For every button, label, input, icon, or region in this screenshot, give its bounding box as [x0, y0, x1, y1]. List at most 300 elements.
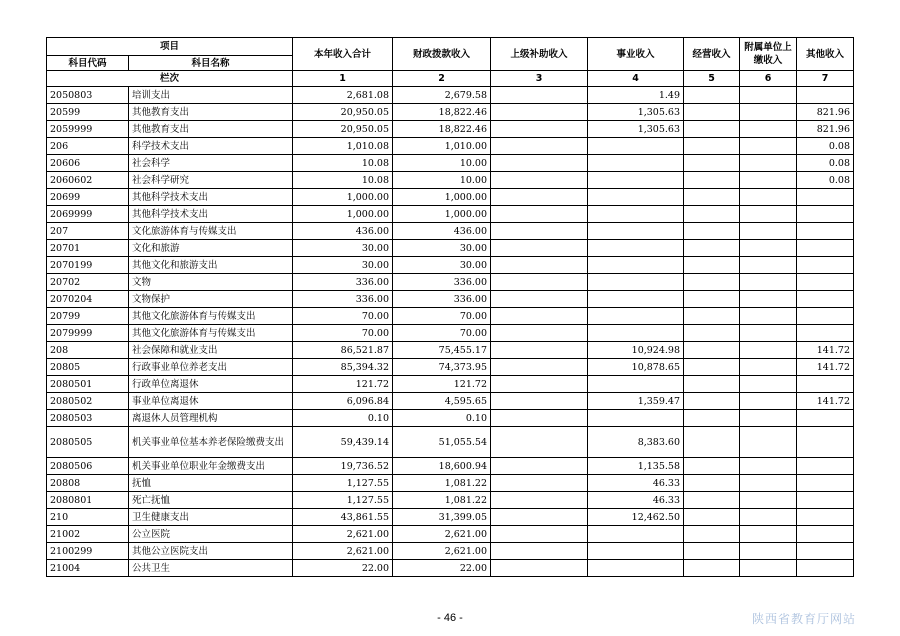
amount-cell: 46.33 [588, 492, 684, 509]
amount-cell: 1,081.22 [393, 475, 491, 492]
amount-cell [740, 393, 797, 410]
subject-code-cell: 2080506 [47, 458, 129, 475]
subject-code-cell: 20702 [47, 274, 129, 291]
amount-cell: 336.00 [393, 291, 491, 308]
subject-code-cell: 21004 [47, 560, 129, 577]
table-row [47, 509, 854, 526]
amount-cell: 10,878.65 [588, 359, 684, 376]
subject-name-cell: 培训支出 [129, 87, 293, 104]
amount-cell: 336.00 [393, 274, 491, 291]
table-row [47, 560, 854, 577]
amount-cell [684, 492, 740, 509]
table-row [47, 475, 854, 492]
amount-cell: 6,096.84 [293, 393, 393, 410]
subject-name-cell: 卫生健康支出 [129, 509, 293, 526]
amount-cell [491, 138, 588, 155]
col-number: 7 [797, 71, 854, 87]
amount-cell [588, 138, 684, 155]
amount-cell: 10.00 [393, 172, 491, 189]
table-row [47, 172, 854, 189]
amount-cell: 20,950.05 [293, 121, 393, 138]
amount-cell [740, 240, 797, 257]
amount-cell: 2,679.58 [393, 87, 491, 104]
amount-cell [740, 543, 797, 560]
amount-cell [797, 87, 854, 104]
amount-cell: 74,373.95 [393, 359, 491, 376]
amount-cell: 0.08 [797, 155, 854, 172]
amount-cell [588, 325, 684, 342]
amount-cell [740, 359, 797, 376]
amount-cell: 8,383.60 [588, 427, 684, 458]
amount-cell [684, 138, 740, 155]
amount-cell [740, 87, 797, 104]
amount-cell [588, 223, 684, 240]
amount-cell [588, 308, 684, 325]
subject-code-cell: 2100299 [47, 543, 129, 560]
amount-cell [740, 427, 797, 458]
amount-cell: 59,439.14 [293, 427, 393, 458]
amount-cell: 1,000.00 [293, 206, 393, 223]
site-watermark: 陕西省教育厅网站 [751, 612, 856, 626]
amount-cell [491, 410, 588, 427]
amount-cell [491, 274, 588, 291]
header-business: 事业收入 [588, 38, 684, 71]
col-number: 2 [393, 71, 491, 87]
amount-cell [740, 155, 797, 172]
subject-name-cell: 社会科学 [129, 155, 293, 172]
amount-cell [684, 257, 740, 274]
subject-code-cell: 207 [47, 223, 129, 240]
amount-cell: 1,305.63 [588, 104, 684, 121]
amount-cell [491, 223, 588, 240]
subject-code-cell: 2069999 [47, 206, 129, 223]
amount-cell [588, 526, 684, 543]
amount-cell [491, 509, 588, 526]
col-number: 4 [588, 71, 684, 87]
subject-name-cell: 公共卫生 [129, 560, 293, 577]
header-fiscal: 财政拨款收入 [393, 38, 491, 71]
amount-cell [684, 376, 740, 393]
amount-cell [740, 121, 797, 138]
amount-cell [588, 560, 684, 577]
amount-cell [684, 342, 740, 359]
table-row [47, 223, 854, 240]
amount-cell [588, 257, 684, 274]
amount-cell: 1,000.00 [393, 189, 491, 206]
amount-cell [797, 376, 854, 393]
amount-cell [684, 427, 740, 458]
subject-name-cell: 社会保障和就业支出 [129, 342, 293, 359]
amount-cell: 70.00 [293, 308, 393, 325]
amount-cell [797, 325, 854, 342]
table-row [47, 240, 854, 257]
amount-cell [797, 223, 854, 240]
header-superior: 上级补助收入 [491, 38, 588, 71]
amount-cell [491, 560, 588, 577]
amount-cell [491, 291, 588, 308]
amount-cell [797, 206, 854, 223]
amount-cell: 1,010.00 [393, 138, 491, 155]
amount-cell: 19,736.52 [293, 458, 393, 475]
amount-cell: 18,600.94 [393, 458, 491, 475]
amount-cell: 10.00 [393, 155, 491, 172]
subject-name-cell: 离退休人员管理机构 [129, 410, 293, 427]
subject-code-cell: 20699 [47, 189, 129, 206]
subject-name-cell: 其他科学技术支出 [129, 206, 293, 223]
subject-code-cell: 2080801 [47, 492, 129, 509]
amount-cell: 1,135.58 [588, 458, 684, 475]
amount-cell: 141.72 [797, 342, 854, 359]
amount-cell: 18,822.46 [393, 121, 491, 138]
subject-name-cell: 其他文化和旅游支出 [129, 257, 293, 274]
amount-cell: 2,681.08 [293, 87, 393, 104]
table-row [47, 155, 854, 172]
table-row [47, 427, 854, 458]
subject-code-cell: 2080501 [47, 376, 129, 393]
amount-cell: 2,621.00 [393, 543, 491, 560]
amount-cell [684, 393, 740, 410]
amount-cell [740, 257, 797, 274]
amount-cell [684, 223, 740, 240]
header-code: 科目代码 [47, 56, 129, 71]
amount-cell: 1,359.47 [588, 393, 684, 410]
table-row [47, 206, 854, 223]
amount-cell [588, 376, 684, 393]
amount-cell [740, 509, 797, 526]
income-table [46, 37, 854, 577]
amount-cell: 30.00 [393, 240, 491, 257]
amount-cell [588, 189, 684, 206]
amount-cell [491, 240, 588, 257]
amount-cell [740, 104, 797, 121]
amount-cell [740, 172, 797, 189]
col-number: 5 [684, 71, 740, 87]
amount-cell: 436.00 [393, 223, 491, 240]
subject-name-cell: 行政事业单位养老支出 [129, 359, 293, 376]
table-row [47, 410, 854, 427]
amount-cell [491, 257, 588, 274]
amount-cell [797, 257, 854, 274]
subject-code-cell: 208 [47, 342, 129, 359]
amount-cell [797, 509, 854, 526]
subject-name-cell: 其他文化旅游体育与传媒支出 [129, 308, 293, 325]
amount-cell [491, 155, 588, 172]
subject-code-cell: 210 [47, 509, 129, 526]
amount-cell [684, 458, 740, 475]
amount-cell [740, 475, 797, 492]
amount-cell [684, 172, 740, 189]
amount-cell: 46.33 [588, 475, 684, 492]
amount-cell [684, 526, 740, 543]
amount-cell: 30.00 [293, 257, 393, 274]
amount-cell [684, 189, 740, 206]
col-number: 3 [491, 71, 588, 87]
table-row [47, 492, 854, 509]
amount-cell: 821.96 [797, 121, 854, 138]
amount-cell: 10.08 [293, 172, 393, 189]
amount-cell [740, 526, 797, 543]
amount-cell [740, 458, 797, 475]
amount-cell [740, 138, 797, 155]
amount-cell [797, 291, 854, 308]
amount-cell [740, 223, 797, 240]
amount-cell [740, 492, 797, 509]
amount-cell: 1,081.22 [393, 492, 491, 509]
subject-code-cell: 2070204 [47, 291, 129, 308]
subject-code-cell: 2080505 [47, 427, 129, 458]
table-header [47, 38, 854, 87]
amount-cell: 821.96 [797, 104, 854, 121]
amount-cell: 18,822.46 [393, 104, 491, 121]
table-row [47, 376, 854, 393]
amount-cell: 12,462.50 [588, 509, 684, 526]
amount-cell [684, 509, 740, 526]
amount-cell [491, 325, 588, 342]
table-body [47, 87, 854, 577]
amount-cell [684, 325, 740, 342]
table-row [47, 458, 854, 475]
amount-cell: 4,595.65 [393, 393, 491, 410]
amount-cell [797, 475, 854, 492]
amount-cell [740, 189, 797, 206]
amount-cell [491, 189, 588, 206]
subject-name-cell: 文化旅游体育与传媒支出 [129, 223, 293, 240]
subject-code-cell: 2079999 [47, 325, 129, 342]
subject-code-cell: 206 [47, 138, 129, 155]
amount-cell: 0.10 [393, 410, 491, 427]
amount-cell [491, 87, 588, 104]
amount-cell [588, 543, 684, 560]
amount-cell [797, 410, 854, 427]
amount-cell: 1,127.55 [293, 475, 393, 492]
subject-code-cell: 20805 [47, 359, 129, 376]
amount-cell [684, 206, 740, 223]
subject-code-cell: 20606 [47, 155, 129, 172]
amount-cell: 336.00 [293, 291, 393, 308]
amount-cell [740, 308, 797, 325]
page-number: - 46 - [437, 612, 463, 624]
amount-cell [797, 308, 854, 325]
amount-cell [740, 274, 797, 291]
amount-cell [797, 427, 854, 458]
subject-name-cell: 科学技术支出 [129, 138, 293, 155]
header-name: 科目名称 [129, 56, 293, 71]
amount-cell: 30.00 [393, 257, 491, 274]
table-row [47, 274, 854, 291]
subject-code-cell: 20799 [47, 308, 129, 325]
amount-cell: 141.72 [797, 393, 854, 410]
amount-cell [491, 458, 588, 475]
amount-cell: 1,127.55 [293, 492, 393, 509]
amount-cell [740, 206, 797, 223]
amount-cell: 1,000.00 [393, 206, 491, 223]
table-row [47, 342, 854, 359]
amount-cell: 70.00 [393, 308, 491, 325]
subject-name-cell: 其他公立医院支出 [129, 543, 293, 560]
amount-cell [797, 458, 854, 475]
amount-cell: 0.10 [293, 410, 393, 427]
header-affiliated: 附属单位上缴收入 [740, 38, 797, 71]
amount-cell [491, 121, 588, 138]
amount-cell: 336.00 [293, 274, 393, 291]
amount-cell: 10.08 [293, 155, 393, 172]
amount-cell [491, 206, 588, 223]
subject-code-cell: 2060602 [47, 172, 129, 189]
amount-cell [797, 274, 854, 291]
amount-cell [684, 104, 740, 121]
table-row [47, 138, 854, 155]
col-number: 6 [740, 71, 797, 87]
amount-cell: 1,000.00 [293, 189, 393, 206]
amount-cell [797, 526, 854, 543]
amount-cell [684, 410, 740, 427]
amount-cell: 0.08 [797, 172, 854, 189]
amount-cell [684, 308, 740, 325]
amount-cell [588, 206, 684, 223]
subject-name-cell: 死亡抚恤 [129, 492, 293, 509]
amount-cell [588, 274, 684, 291]
amount-cell [588, 291, 684, 308]
amount-cell [797, 240, 854, 257]
subject-code-cell: 2080503 [47, 410, 129, 427]
amount-cell [684, 543, 740, 560]
amount-cell: 10,924.98 [588, 342, 684, 359]
amount-cell [740, 560, 797, 577]
amount-cell [491, 475, 588, 492]
amount-cell [491, 104, 588, 121]
table-row [47, 526, 854, 543]
amount-cell: 75,455.17 [393, 342, 491, 359]
amount-cell [740, 342, 797, 359]
amount-cell: 70.00 [393, 325, 491, 342]
header-total: 本年收入合计 [293, 38, 393, 71]
table-row [47, 257, 854, 274]
amount-cell [588, 410, 684, 427]
subject-name-cell: 抚恤 [129, 475, 293, 492]
subject-code-cell: 2050803 [47, 87, 129, 104]
amount-cell: 22.00 [393, 560, 491, 577]
subject-name-cell: 机关事业单位基本养老保险缴费支出 [129, 427, 293, 458]
subject-code-cell: 20599 [47, 104, 129, 121]
amount-cell [684, 475, 740, 492]
table-row [47, 291, 854, 308]
subject-name-cell: 事业单位离退休 [129, 393, 293, 410]
amount-cell: 2,621.00 [293, 543, 393, 560]
amount-cell: 70.00 [293, 325, 393, 342]
subject-code-cell: 2059999 [47, 121, 129, 138]
amount-cell [684, 240, 740, 257]
header-item: 项目 [47, 38, 293, 56]
amount-cell: 31,399.05 [393, 509, 491, 526]
subject-name-cell: 其他科学技术支出 [129, 189, 293, 206]
amount-cell [588, 155, 684, 172]
amount-cell: 0.08 [797, 138, 854, 155]
amount-cell: 121.72 [393, 376, 491, 393]
table-row [47, 104, 854, 121]
amount-cell [684, 87, 740, 104]
table-row [47, 543, 854, 560]
amount-cell: 141.72 [797, 359, 854, 376]
subject-name-cell: 机关事业单位职业年金缴费支出 [129, 458, 293, 475]
subject-code-cell: 21002 [47, 526, 129, 543]
subject-code-cell: 20701 [47, 240, 129, 257]
amount-cell [740, 376, 797, 393]
subject-name-cell: 其他教育支出 [129, 121, 293, 138]
amount-cell [684, 359, 740, 376]
amount-cell [797, 543, 854, 560]
amount-cell: 20,950.05 [293, 104, 393, 121]
table-row [47, 359, 854, 376]
header-column-no: 栏次 [47, 71, 293, 87]
amount-cell: 22.00 [293, 560, 393, 577]
amount-cell [684, 274, 740, 291]
amount-cell [740, 325, 797, 342]
amount-cell: 43,861.55 [293, 509, 393, 526]
subject-name-cell: 文物 [129, 274, 293, 291]
subject-code-cell: 20808 [47, 475, 129, 492]
subject-code-cell: 2080502 [47, 393, 129, 410]
subject-name-cell: 公立医院 [129, 526, 293, 543]
subject-name-cell: 其他文化旅游体育与传媒支出 [129, 325, 293, 342]
amount-cell [588, 172, 684, 189]
amount-cell [491, 308, 588, 325]
amount-cell [491, 526, 588, 543]
amount-cell: 86,521.87 [293, 342, 393, 359]
amount-cell [797, 560, 854, 577]
amount-cell [491, 393, 588, 410]
amount-cell [797, 492, 854, 509]
col-number: 1 [293, 71, 393, 87]
table-row [47, 393, 854, 410]
amount-cell: 30.00 [293, 240, 393, 257]
amount-cell [491, 359, 588, 376]
amount-cell [684, 155, 740, 172]
amount-cell [491, 342, 588, 359]
subject-name-cell: 文物保护 [129, 291, 293, 308]
amount-cell [491, 427, 588, 458]
amount-cell [491, 172, 588, 189]
subject-name-cell: 行政单位离退休 [129, 376, 293, 393]
amount-cell: 1.49 [588, 87, 684, 104]
amount-cell [797, 189, 854, 206]
amount-cell: 1,305.63 [588, 121, 684, 138]
subject-code-cell: 2070199 [47, 257, 129, 274]
amount-cell [740, 291, 797, 308]
amount-cell [740, 410, 797, 427]
amount-cell: 2,621.00 [393, 526, 491, 543]
subject-name-cell: 文化和旅游 [129, 240, 293, 257]
header-operating: 经营收入 [684, 38, 740, 71]
amount-cell: 436.00 [293, 223, 393, 240]
table-row [47, 325, 854, 342]
table-row [47, 189, 854, 206]
amount-cell [684, 560, 740, 577]
amount-cell: 2,621.00 [293, 526, 393, 543]
amount-cell [491, 376, 588, 393]
amount-cell [684, 291, 740, 308]
amount-cell: 85,394.32 [293, 359, 393, 376]
table-row [47, 87, 854, 104]
amount-cell: 1,010.08 [293, 138, 393, 155]
amount-cell: 121.72 [293, 376, 393, 393]
amount-cell [491, 492, 588, 509]
amount-cell: 51,055.54 [393, 427, 491, 458]
subject-name-cell: 社会科学研究 [129, 172, 293, 189]
amount-cell [684, 121, 740, 138]
table-row [47, 121, 854, 138]
table-row [47, 308, 854, 325]
header-other: 其他收入 [797, 38, 854, 71]
